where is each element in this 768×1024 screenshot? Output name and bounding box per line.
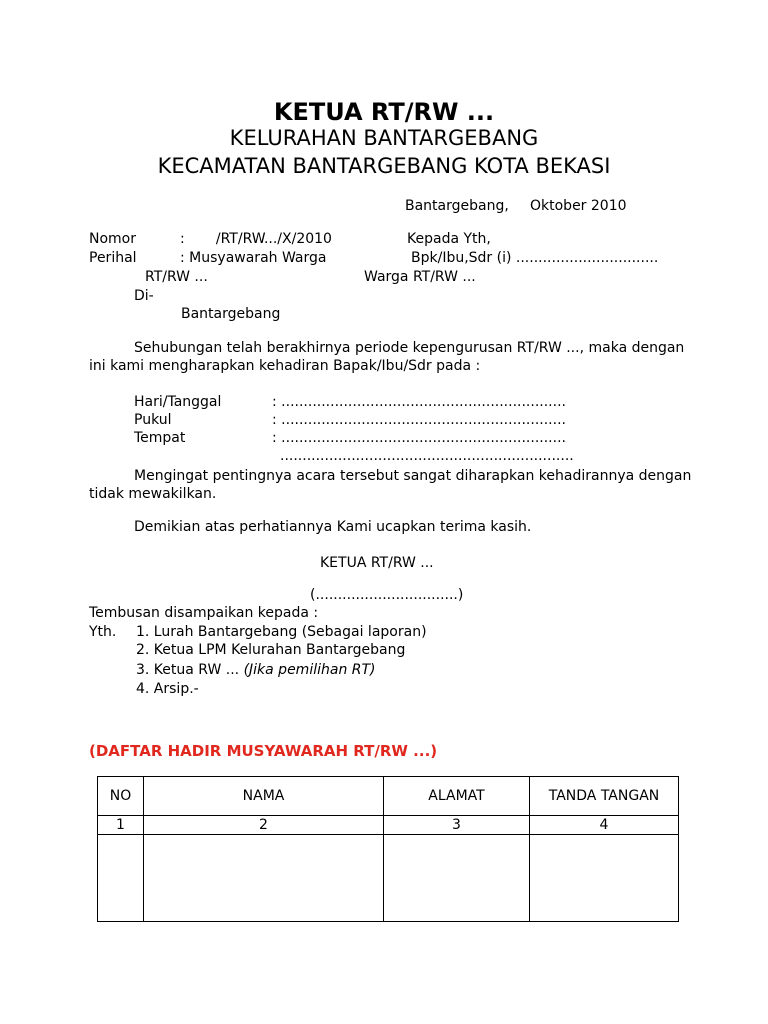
column-number-1: 1 (98, 816, 144, 835)
paragraph-1-line-1: Sehubungan telah berakhirnya periode kepengurusan RT/RW ..., maka dengan (134, 340, 685, 356)
attendance-table (97, 776, 679, 922)
tempat-value: : ................................................................ (272, 430, 566, 446)
nomor-label: Nomor (89, 231, 136, 247)
table-cell-no (98, 835, 144, 922)
recipient-line: Bpk/Ibu,Sdr (i) ................................ (411, 250, 659, 266)
paragraph-1-line-2: ini kami mengharapkan kehadiran Bapak/Ibu/Sdr pada : (89, 358, 481, 374)
cc-item-3-note: (Jika pemilihan RT) (243, 662, 376, 678)
closing-sentence: Demikian atas perhatiannya Kami ucapkan terima kasih. (134, 519, 532, 535)
attendance-title: (DAFTAR HADIR MUSYAWARAH RT/RW ...) (89, 742, 438, 760)
letterhead-kecamatan: KECAMATAN BANTARGEBANG KOTA BEKASI (157, 154, 611, 178)
table-cell-nama (144, 835, 384, 922)
column-number-2: 2 (144, 816, 384, 835)
column-number-3: 3 (384, 816, 530, 835)
column-number-4: 4 (530, 816, 679, 835)
pukul-label: Pukul (134, 412, 172, 428)
table-header-row (98, 777, 679, 816)
table-cell-tanda-tangan (530, 835, 679, 922)
cc-intro: Tembusan disampaikan kepada : (89, 605, 319, 621)
letter-title: KETUA RT/RW ... (273, 98, 495, 126)
hari-tanggal-value: : ................................................................ (272, 394, 566, 410)
table-number-row (98, 816, 679, 835)
table-cell-alamat (384, 835, 530, 922)
tempat-continuation: .................................................................. (280, 448, 574, 464)
pukul-value: : ................................................................ (272, 412, 566, 428)
cc-yth: Yth. (89, 624, 117, 640)
header-tanda-tangan: TANDA TANGAN (530, 777, 679, 816)
kepada-yth: Kepada Yth, (407, 231, 491, 247)
tempat-label: Tempat (134, 430, 186, 446)
cc-item-3-text: 3. Ketua RW ... (136, 662, 240, 678)
perihal-continuation: RT/RW ... (145, 269, 208, 285)
letterhead-kelurahan: KELURAHAN BANTARGEBANG (229, 126, 539, 150)
cc-item-1: 1. Lurah Bantargebang (Sebagai laporan) (136, 624, 427, 640)
perihal-value: : Musyawarah Warga (180, 250, 327, 266)
cc-item-2: 2. Ketua LPM Kelurahan Bantargebang (136, 642, 406, 658)
recipient-warga: Warga RT/RW ... (364, 269, 476, 285)
recipient-place: Bantargebang (181, 306, 281, 322)
hari-tanggal-label: Hari/Tanggal (134, 394, 222, 410)
paragraph-2-line-2: tidak mewakilkan. (89, 486, 217, 502)
cc-item-3 (136, 661, 376, 679)
header-alamat: ALAMAT (384, 777, 530, 816)
signature-name: (................................) (310, 587, 464, 603)
di-label: Di- (134, 288, 154, 304)
cc-item-4: 4. Arsip.- (136, 681, 199, 697)
signature-role: KETUA RT/RW ... (320, 555, 434, 571)
perihal-label: Perihal (89, 250, 137, 266)
paragraph-2-line-1: Mengingat pentingnya acara tersebut sangat diharapkan kehadirannya dengan (134, 468, 692, 484)
table-row (98, 835, 679, 922)
header-nama: NAMA (144, 777, 384, 816)
nomor-value: : /RT/RW.../X/2010 (180, 231, 332, 247)
date-place: Bantargebang, (405, 198, 509, 214)
date-month-year: Oktober 2010 (530, 198, 627, 214)
header-no: NO (98, 777, 144, 816)
